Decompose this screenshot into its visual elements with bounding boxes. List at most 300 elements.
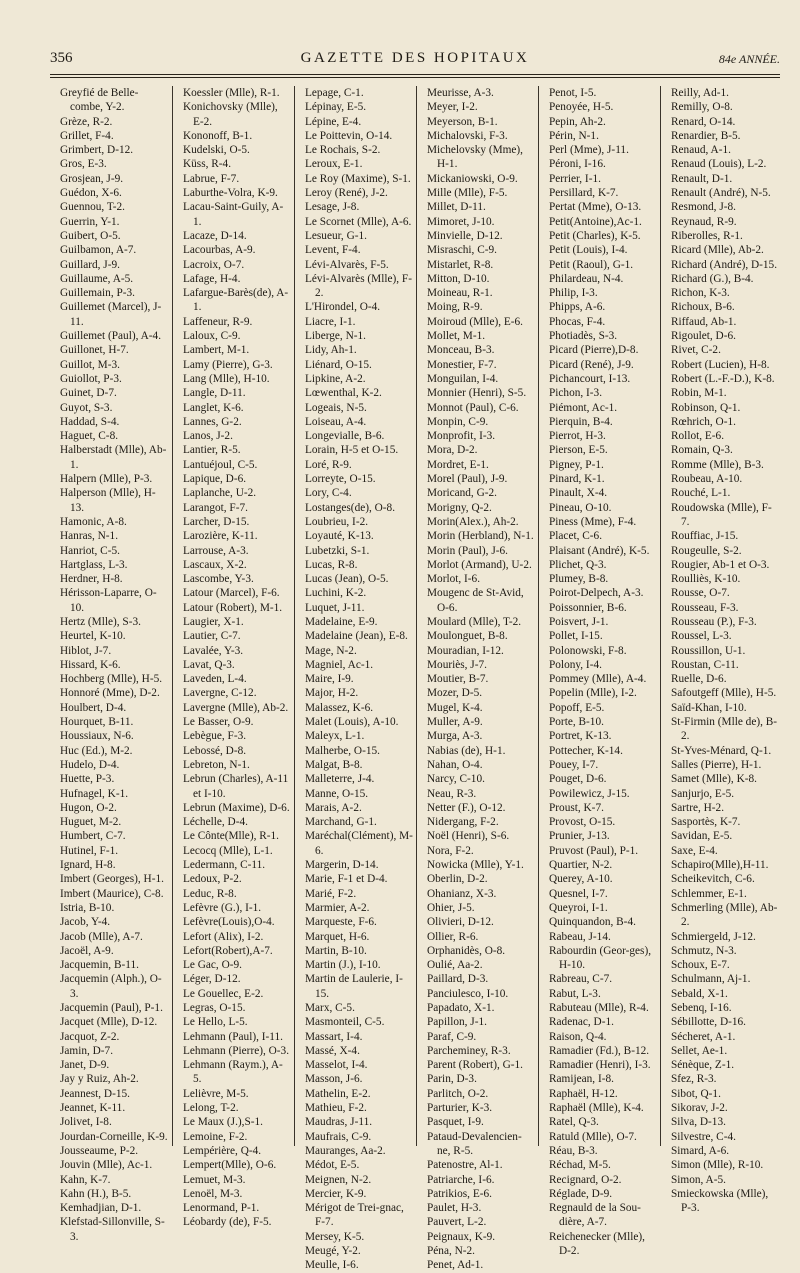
index-entry: Moineau, R-1. bbox=[427, 287, 493, 300]
index-entry: Lorreyte, O-15. bbox=[305, 473, 376, 486]
index-entry: Laffeneur, R-9. bbox=[183, 315, 253, 328]
index-entry: Lebrun (Maxime), D-6. bbox=[183, 801, 290, 814]
index-entry: Mugel, K-4. bbox=[427, 701, 483, 714]
index-entry: Pauvert, L-2. bbox=[427, 1216, 487, 1229]
index-entry: St-Yves-Ménard, Q-1. bbox=[671, 744, 772, 757]
index-entry: Ignard, H-8. bbox=[60, 859, 116, 872]
index-entry: Rousse, O-7. bbox=[671, 587, 730, 600]
index-entry: Marmier, A-2. bbox=[305, 901, 370, 914]
index-entry: Plichet, Q-3. bbox=[549, 558, 607, 571]
index-entry: Monguilan, I-4. bbox=[427, 372, 499, 385]
index-entry: Rougier, Ab-1 et O-3. bbox=[671, 558, 770, 571]
index-entry: Mage, N-2. bbox=[305, 644, 357, 657]
index-entry: Parlitch, O-2. bbox=[427, 1087, 489, 1100]
index-entry: Lépinay, E-5. bbox=[305, 101, 367, 114]
index-entry: Quartier, N-2. bbox=[549, 859, 613, 872]
index-entry: Léger, D-12. bbox=[183, 973, 241, 986]
index-entry: Michalovski, F-3. bbox=[427, 129, 508, 142]
index-entry: Hanras, N-1. bbox=[60, 530, 119, 543]
index-entry: Schmiergeld, J-12. bbox=[671, 930, 756, 943]
index-entry: Robin, M-1. bbox=[671, 387, 727, 400]
index-entry: Guyot, S-3. bbox=[60, 401, 113, 414]
index-entry: Lannes, G-2. bbox=[183, 415, 242, 428]
index-entry: Huc (Ed.), M-2. bbox=[60, 744, 133, 757]
index-entry: Lehmann (Pierre), O-3. bbox=[183, 1044, 290, 1057]
index-entry: Lefort(Robert),A-7. bbox=[183, 944, 273, 957]
index-entry: Philardeau, N-4. bbox=[549, 272, 624, 285]
index-entry: Huguet, M-2. bbox=[60, 816, 122, 829]
index-entry: Madelaine, E-9. bbox=[305, 615, 378, 628]
index-entry: Kahn, K-7. bbox=[60, 1173, 111, 1186]
index-entry: Jacquemin, B-11. bbox=[60, 959, 139, 972]
index-entry: Pierrot, H-3. bbox=[549, 430, 606, 443]
index-entry: Masmonteil, C-5. bbox=[305, 1016, 385, 1029]
index-entry: Jouvin (Mlle), Ac-1. bbox=[60, 1159, 153, 1172]
index-entry: Lostanges(de), O-8. bbox=[305, 501, 396, 514]
index-entry: Richoux, B-6. bbox=[671, 301, 735, 314]
index-entry: Manne, O-15. bbox=[305, 787, 369, 800]
index-entry: Saïd-Khan, I-10. bbox=[671, 701, 747, 714]
index-entry: Ratuld (Mlle), O-7. bbox=[549, 1130, 637, 1143]
index-entry: Hutinel, F-1. bbox=[60, 844, 119, 857]
index-entry: Imbert (Maurice), C-8. bbox=[60, 887, 164, 900]
index-entry: Massart, I-4. bbox=[305, 1030, 363, 1043]
index-entry: Guédon, X-6. bbox=[60, 187, 122, 200]
index-entry: Labrue, F-7. bbox=[183, 172, 240, 185]
index-entry: Richard (G.), B-4. bbox=[671, 272, 754, 285]
index-entry: Panciulesco, I-10. bbox=[427, 987, 509, 1000]
index-entry: Silvestre, C-4. bbox=[671, 1130, 736, 1143]
index-entry: Sebald, X-1. bbox=[671, 987, 728, 1000]
column-2 bbox=[172, 86, 294, 1229]
index-entry: Queyroi, I-1. bbox=[549, 901, 608, 914]
index-entry: Placet, C-6. bbox=[549, 530, 603, 543]
index-entry: Haddad, S-4. bbox=[60, 415, 120, 428]
index-entry: Nora, F-2. bbox=[427, 844, 474, 857]
index-entry: Schlemmer, E-1. bbox=[671, 887, 747, 900]
index-entry: Liacre, I-1. bbox=[305, 315, 356, 328]
index-entry: Lelong, T-2. bbox=[183, 1102, 239, 1115]
index-entry: Moiroud (Mlle), E-6. bbox=[427, 315, 524, 328]
index-entry: Rabourdin (Geor-ges), H-10. bbox=[549, 944, 652, 972]
index-entry: Porte, B-10. bbox=[549, 716, 604, 729]
index-entry: Péroni, I-16. bbox=[549, 158, 606, 171]
index-entry: Phipps, A-6. bbox=[549, 301, 606, 314]
index-entry: Laloux, C-9. bbox=[183, 330, 241, 343]
index-entry: Roussel, L-3. bbox=[671, 630, 732, 643]
index-entry: Rabreau, C-7. bbox=[549, 973, 613, 986]
index-entry: Ohier, J-5. bbox=[427, 901, 475, 914]
index-entry: Marais, A-2. bbox=[305, 801, 362, 814]
index-entry: Mauranges, Aa-2. bbox=[305, 1144, 386, 1157]
index-entry: Lubetzki, S-1. bbox=[305, 544, 370, 557]
index-entry: Petit (Raoul), G-1. bbox=[549, 258, 634, 271]
index-entry: Sartre, H-2. bbox=[671, 801, 725, 814]
index-entry: Paillard, D-3. bbox=[427, 973, 489, 986]
index-entry: Lepage, C-1. bbox=[305, 87, 364, 99]
index-entry: Pataud-Devalencien-ne, R-5. bbox=[427, 1130, 522, 1157]
index-entry: Papillon, J-1. bbox=[427, 1016, 487, 1029]
index-entry: Penet, Ad-1. bbox=[427, 1259, 484, 1272]
index-entry: Renaud, A-1. bbox=[671, 144, 731, 157]
index-entry: Hissard, K-6. bbox=[60, 658, 121, 671]
index-entry: Monnot (Paul), C-6. bbox=[427, 401, 519, 414]
index-entry: Nidergang, F-2. bbox=[427, 816, 499, 829]
index-entry: Massé, X-4. bbox=[305, 1044, 360, 1057]
index-entry: Oulié, Aa-2. bbox=[427, 959, 483, 972]
index-entry: Kudelski, O-5. bbox=[183, 144, 250, 157]
index-entry: Jacob (Mlle), A-7. bbox=[60, 930, 143, 943]
index-entry: Michelovsky (Mme), H-1. bbox=[427, 144, 524, 171]
index-entry: Hérisson-Laparre, O-10. bbox=[60, 587, 157, 614]
index-entry: Sebenq, I-16. bbox=[671, 1002, 732, 1014]
index-entry: Lefèvre(Louis),O-4. bbox=[183, 916, 275, 929]
index-entry: Péna, N-2. bbox=[427, 1245, 476, 1258]
index-entry: Lucas, R-8. bbox=[305, 558, 358, 571]
index-entry: Proust, K-7. bbox=[549, 801, 604, 814]
index-entry: Richon, K-3. bbox=[671, 287, 730, 300]
index-entry: Lefort (Alix), I-2. bbox=[183, 930, 264, 943]
index-entry: Roubeau, A-10. bbox=[671, 473, 743, 486]
index-entry: Simon, A-5. bbox=[671, 1173, 726, 1186]
index-entry: Le Cônte(Mlle), R-1. bbox=[183, 830, 280, 843]
index-entry: Léchelle, D-4. bbox=[183, 816, 248, 829]
index-entry: Paraf, C-9. bbox=[427, 1030, 477, 1043]
index-entry: Lehmann (Raym.), A-5. bbox=[183, 1059, 283, 1086]
index-entry: Popelin (Mlle), I-2. bbox=[549, 687, 637, 700]
index-entry: Halberstadt (Mlle), Ab-1. bbox=[60, 444, 167, 471]
index-entry: Larozière, K-11. bbox=[183, 530, 258, 543]
index-entry: Jourdan-Corneille, K-9. bbox=[60, 1130, 168, 1143]
index-entry: Lebrun (Charles), A-11 et I-10. bbox=[183, 773, 289, 800]
index-entry: Konichovsky (Mlle), E-2. bbox=[183, 101, 278, 128]
index-entry: Narcy, C-10. bbox=[427, 773, 485, 786]
index-entry: Monprofit, I-3. bbox=[427, 430, 496, 443]
index-entry: Malgat, B-8. bbox=[305, 758, 363, 771]
index-entry: Misraschi, C-9. bbox=[427, 244, 497, 257]
index-entry: Jeannest, D-15. bbox=[60, 1087, 130, 1100]
index-entry: Mathieu, F-2. bbox=[305, 1102, 367, 1115]
index-entry: Sébillotte, D-16. bbox=[671, 1016, 746, 1029]
column-1 bbox=[50, 86, 172, 1243]
index-entry: Klefstad-Sillonville, S-3. bbox=[60, 1216, 165, 1243]
index-entry: Grimbert, D-12. bbox=[60, 144, 134, 157]
index-entry: Hourquet, B-11. bbox=[60, 716, 134, 729]
index-entry: Hiblot, J-7. bbox=[60, 644, 112, 657]
index-entry: Meignen, N-2. bbox=[305, 1173, 372, 1186]
index-entry: Morin(Alex.), Ah-2. bbox=[427, 515, 519, 528]
index-entry: Guinet, D-7. bbox=[60, 387, 117, 400]
column-5 bbox=[538, 86, 660, 1258]
index-entry: Quesnel, I-7. bbox=[549, 887, 608, 900]
index-entry: Riberolles, R-1. bbox=[671, 229, 743, 242]
index-entry: Simard, A-6. bbox=[671, 1144, 730, 1157]
index-entry: Lépine, E-4. bbox=[305, 115, 362, 128]
index-entry: Meulle, I-6. bbox=[305, 1259, 359, 1272]
index-entry: Scheikevitch, C-6. bbox=[671, 873, 755, 886]
index-entry: Ramadier (Henri), I-3. bbox=[549, 1059, 651, 1072]
index-entry: Meugé, Y-2. bbox=[305, 1245, 361, 1258]
index-entry: Piémont, Ac-1. bbox=[549, 401, 618, 414]
index-entry: Schmerling (Mlle), Ab-2. bbox=[671, 901, 778, 929]
index-entry: Le Maux (J.),S-1. bbox=[183, 1116, 264, 1129]
index-entry: Pierquin, B-4. bbox=[549, 415, 613, 428]
index-entry: Monpin, C-9. bbox=[427, 415, 489, 428]
index-entry: Raphaël, H-12. bbox=[549, 1087, 618, 1100]
index-entry: Marie, F-1 et D-4. bbox=[305, 873, 388, 886]
index-entry: Marx, C-5. bbox=[305, 1002, 355, 1014]
index-entry: Lavergne (Mlle), Ab-2. bbox=[183, 701, 289, 714]
index-entry: Pottecher, K-14. bbox=[549, 744, 623, 757]
index-entry: Rabeau, J-14. bbox=[549, 930, 611, 943]
index-entry: Penot, I-5. bbox=[549, 87, 597, 99]
index-entry: Mimoret, J-10. bbox=[427, 215, 495, 228]
index-entry: Guillard, J-9. bbox=[60, 258, 120, 271]
index-entry: Morigny, Q-2. bbox=[427, 501, 492, 514]
index-entry: Maufrais, C-9. bbox=[305, 1130, 372, 1143]
index-entry: Lenormand, P-1. bbox=[183, 1202, 260, 1215]
index-entry: Provost, O-15. bbox=[549, 816, 616, 829]
index-entry: Herdner, H-8. bbox=[60, 573, 123, 586]
index-entry: Lapique, D-6. bbox=[183, 473, 247, 486]
column-3 bbox=[294, 86, 416, 1272]
index-entry: Plumey, B-8. bbox=[549, 573, 609, 586]
index-entry: Rabut, L-3. bbox=[549, 987, 601, 1000]
index-entry: Marqueste, F-6. bbox=[305, 916, 377, 929]
index-entry: Rousseau (P.), F-3. bbox=[671, 615, 757, 628]
index-entry: Savidan, E-5. bbox=[671, 830, 733, 843]
index-entry: Monceau, B-3. bbox=[427, 344, 495, 357]
index-entry: Rougeulle, S-2. bbox=[671, 544, 742, 557]
index-entry: Oberlin, D-2. bbox=[427, 873, 488, 886]
index-entry: Madelaine (Jean), E-8. bbox=[305, 630, 408, 643]
index-entry: Meyer, I-2. bbox=[427, 101, 478, 114]
index-entry: Minvielle, D-12. bbox=[427, 229, 503, 242]
index-entry: Lebossé, D-8. bbox=[183, 744, 247, 757]
index-entry: Maire, I-9. bbox=[305, 673, 354, 686]
index-entry: Houlbert, D-4. bbox=[60, 701, 127, 714]
index-entry: Hartglass, L-3. bbox=[60, 558, 128, 571]
index-entry: Médot, E-5. bbox=[305, 1159, 360, 1172]
index-entry: Radenac, D-1. bbox=[549, 1016, 614, 1029]
index-entry: Petit (Charles), K-5. bbox=[549, 229, 641, 242]
index-entry: Guerrin, Y-1. bbox=[60, 215, 120, 228]
index-entry: Lebreton, N-1. bbox=[183, 758, 250, 771]
index-entry: Guibert, O-5. bbox=[60, 229, 121, 242]
index-entry: Sanjurjo, E-5. bbox=[671, 787, 735, 800]
index-entry: Rollot, E-6. bbox=[671, 430, 725, 443]
index-entry: Lacaze, D-14. bbox=[183, 229, 247, 242]
index-entry: Morin (Herbland), N-1. bbox=[427, 530, 534, 543]
index-entry: Latour (Marcel), F-6. bbox=[183, 587, 280, 600]
index-entry: Renardier, B-5. bbox=[671, 129, 741, 142]
index-entry: Heurtel, K-10. bbox=[60, 630, 126, 643]
index-entry: Mora, D-2. bbox=[427, 444, 478, 457]
index-entry: Rouffiac, J-15. bbox=[671, 530, 739, 543]
index-entry: Istria, B-10. bbox=[60, 901, 115, 914]
index-columns bbox=[50, 86, 782, 1272]
index-entry: Hochberg (Mlle), H-5. bbox=[60, 673, 163, 686]
index-entry: Lascaux, X-2. bbox=[183, 558, 247, 571]
index-entry: Schapiro(Mlle),H-11. bbox=[671, 859, 769, 872]
index-entry: Guiollot, P-3. bbox=[60, 372, 122, 385]
index-entry: Salles (Pierre), H-1. bbox=[671, 758, 762, 771]
index-entry: L'Hirondel, O-4. bbox=[305, 301, 381, 314]
index-entry: Pinault, X-4. bbox=[549, 487, 608, 500]
index-entry: Morlot, I-6. bbox=[427, 573, 481, 586]
index-entry: Maréchal(Clément), M-6. bbox=[305, 830, 413, 857]
index-entry: Guillot, M-3. bbox=[60, 358, 120, 371]
index-entry: Malleterre, J-4. bbox=[305, 773, 375, 786]
index-entry: Patenostre, Al-1. bbox=[427, 1159, 503, 1172]
index-entry: Réglade, D-9. bbox=[549, 1187, 613, 1200]
index-entry: Lidy, Ah-1. bbox=[305, 344, 357, 357]
index-entry: Koessler (Mlle), R-1. bbox=[183, 87, 280, 99]
index-entry: Haguet, C-8. bbox=[60, 430, 119, 443]
index-entry: Pigney, P-1. bbox=[549, 458, 604, 471]
index-entry: Roudowska (Mlle), F-7. bbox=[671, 501, 772, 528]
index-entry: Le Scornet (Mlle), A-6. bbox=[305, 215, 412, 228]
index-entry: Périn, N-1. bbox=[549, 129, 599, 142]
index-entry: Poisvert, J-1. bbox=[549, 615, 609, 628]
index-entry: Kahn (H.), B-5. bbox=[60, 1187, 132, 1200]
index-entry: Lafargue-Barès(de), A-1. bbox=[183, 287, 289, 314]
index-entry: Luquet, J-11. bbox=[305, 601, 365, 614]
index-entry: Leroy (René), J-2. bbox=[305, 187, 388, 200]
index-entry: Laugier, X-1. bbox=[183, 615, 244, 628]
index-entry: Raison, Q-4. bbox=[549, 1030, 607, 1043]
index-entry: Grosjean, J-9. bbox=[60, 172, 124, 185]
index-entry: Rigoulet, D-6. bbox=[671, 330, 736, 343]
index-entry: Le Roy (Maxime), S-1. bbox=[305, 172, 411, 185]
index-entry: Halperson (Mlle), H-13. bbox=[60, 487, 156, 514]
index-entry: Nowicka (Mlle), Y-1. bbox=[427, 859, 524, 872]
index-entry: Le Poittevin, O-14. bbox=[305, 129, 393, 142]
index-entry: Patrikios, E-6. bbox=[427, 1187, 492, 1200]
index-entry: Rabuteau (Mlle), R-4. bbox=[549, 1002, 649, 1014]
index-entry: Neau, R-3. bbox=[427, 787, 477, 800]
index-entry: Lebègue, F-3. bbox=[183, 730, 247, 743]
index-entry: Lautier, C-7. bbox=[183, 630, 241, 643]
index-entry: Lavalée, Y-3. bbox=[183, 644, 244, 657]
index-entry: Pruvost (Paul), P-1. bbox=[549, 844, 639, 857]
index-entry: Mercier, K-9. bbox=[305, 1187, 367, 1200]
index-entry: Polony, I-4. bbox=[549, 658, 602, 671]
index-entry: Moulonguet, B-8. bbox=[427, 630, 508, 643]
index-entry: Rousseau, F-3. bbox=[671, 601, 739, 614]
index-entry: Nabias (de), H-1. bbox=[427, 744, 506, 757]
index-entry: Lafage, H-4. bbox=[183, 272, 241, 285]
index-entry: Lempérière, Q-4. bbox=[183, 1144, 262, 1157]
index-entry: Langlet, K-6. bbox=[183, 401, 244, 414]
index-entry: Réau, B-3. bbox=[549, 1144, 598, 1157]
index-entry: Jacquemin (Paul), P-1. bbox=[60, 1002, 163, 1014]
index-entry: Laplanche, U-2. bbox=[183, 487, 257, 500]
index-entry: Laburthe-Volra, K-9. bbox=[183, 187, 278, 200]
index-entry: Quinquandon, B-4. bbox=[549, 916, 636, 929]
index-entry: Sibot, Q-1. bbox=[671, 1087, 721, 1100]
index-entry: Mersey, K-5. bbox=[305, 1230, 365, 1243]
index-entry: Saxe, E-4. bbox=[671, 844, 718, 857]
index-entry: Safoutgeff (Mlle), H-5. bbox=[671, 687, 777, 700]
index-entry: Querey, A-10. bbox=[549, 873, 613, 886]
index-entry: Ruelle, D-6. bbox=[671, 673, 727, 686]
index-entry: Pinard, K-1. bbox=[549, 473, 605, 486]
index-entry: Petit(Antoine),Ac-1. bbox=[549, 215, 642, 228]
index-entry: Mérigot de Trei-gnac, F-7. bbox=[305, 1202, 404, 1229]
index-entry: Le Gouellec, E-2. bbox=[183, 987, 264, 1000]
index-entry: Laveden, L-4. bbox=[183, 673, 247, 686]
index-entry: Jay y Ruiz, Ah-2. bbox=[60, 1073, 139, 1086]
index-entry: Schulmann, Aj-1. bbox=[671, 973, 751, 986]
index-entry: Robert (Lucien), H-8. bbox=[671, 358, 770, 371]
page-header bbox=[50, 48, 780, 74]
index-entry: Lang (Mlle), H-10. bbox=[183, 372, 270, 385]
index-entry: Sikorav, J-2. bbox=[671, 1102, 728, 1115]
index-entry: Riffaud, Ab-1. bbox=[671, 315, 737, 328]
index-entry: St-Firmin (Mlle de), B-2. bbox=[671, 716, 778, 743]
index-entry: Hanriot, C-5. bbox=[60, 544, 120, 557]
index-entry: Rouché, L-1. bbox=[671, 487, 731, 500]
index-entry: Mathelin, E-2. bbox=[305, 1087, 371, 1100]
index-entry: Lemuet, M-3. bbox=[183, 1173, 246, 1186]
index-entry: Sellet, Ae-1. bbox=[671, 1044, 728, 1057]
index-entry: Longevialle, B-6. bbox=[305, 430, 385, 443]
index-entry: Parin, D-3. bbox=[427, 1073, 477, 1086]
index-entry: Lemoine, F-2. bbox=[183, 1130, 248, 1143]
index-entry: Schoux, E-7. bbox=[671, 959, 730, 972]
index-entry: Renaud (Louis), L-2. bbox=[671, 158, 767, 171]
index-entry: Guillemet (Marcel), J-11. bbox=[60, 301, 162, 328]
index-entry: Lambert, M-1. bbox=[183, 344, 250, 357]
index-entry: Jacquemin (Alph.), O-3. bbox=[60, 973, 162, 1000]
index-entry: Roustan, C-11. bbox=[671, 658, 739, 671]
index-entry: Humbert, C-7. bbox=[60, 830, 126, 843]
index-entry: Murga, A-3. bbox=[427, 730, 483, 743]
index-entry: Pepin, Ah-2. bbox=[549, 115, 606, 128]
index-entry: Moricand, G-2. bbox=[427, 487, 497, 500]
index-entry: Richard (André), D-15. bbox=[671, 258, 778, 271]
index-entry: Lamy (Pierre), G-3. bbox=[183, 358, 273, 371]
index-entry: Moutier, B-7. bbox=[427, 673, 489, 686]
index-entry: Mouriès, J-7. bbox=[427, 658, 487, 671]
index-entry: Gros, E-3. bbox=[60, 158, 107, 171]
index-entry: Lascombe, Y-3. bbox=[183, 573, 254, 586]
index-entry: Loré, R-9. bbox=[305, 458, 352, 471]
index-entry: Parcheminey, R-3. bbox=[427, 1044, 511, 1057]
index-entry: Lavat, Q-3. bbox=[183, 658, 235, 671]
index-entry: Léobardy (de), F-5. bbox=[183, 1216, 272, 1229]
page-number: 356 bbox=[50, 50, 73, 66]
index-entry: Liénard, O-15. bbox=[305, 358, 372, 371]
index-entry: Leduc, R-8. bbox=[183, 887, 237, 900]
index-entry: Portret, K-13. bbox=[549, 730, 612, 743]
index-entry: Romme (Mlle), B-3. bbox=[671, 458, 764, 471]
index-entry: Legras, O-15. bbox=[183, 1002, 246, 1014]
index-entry: Kononoff, B-1. bbox=[183, 129, 253, 142]
index-entry: Imbert (Georges), H-1. bbox=[60, 873, 164, 886]
index-entry: Jacob, Y-4. bbox=[60, 916, 111, 929]
index-entry: Reichenecker (Mlle), D-2. bbox=[549, 1230, 645, 1258]
index-entry: Larangot, F-7. bbox=[183, 501, 248, 514]
index-entry: Houssiaux, N-6. bbox=[60, 730, 134, 743]
index-entry: Mollet, M-1. bbox=[427, 330, 486, 343]
index-entry: Hudelo, D-4. bbox=[60, 758, 120, 771]
index-entry: Major, H-2. bbox=[305, 687, 359, 700]
index-entry: Kemhadjian, D-1. bbox=[60, 1202, 142, 1215]
index-entry: Lœwenthal, K-2. bbox=[305, 387, 382, 400]
index-entry: Picard (Pierre),D-8. bbox=[549, 344, 639, 357]
